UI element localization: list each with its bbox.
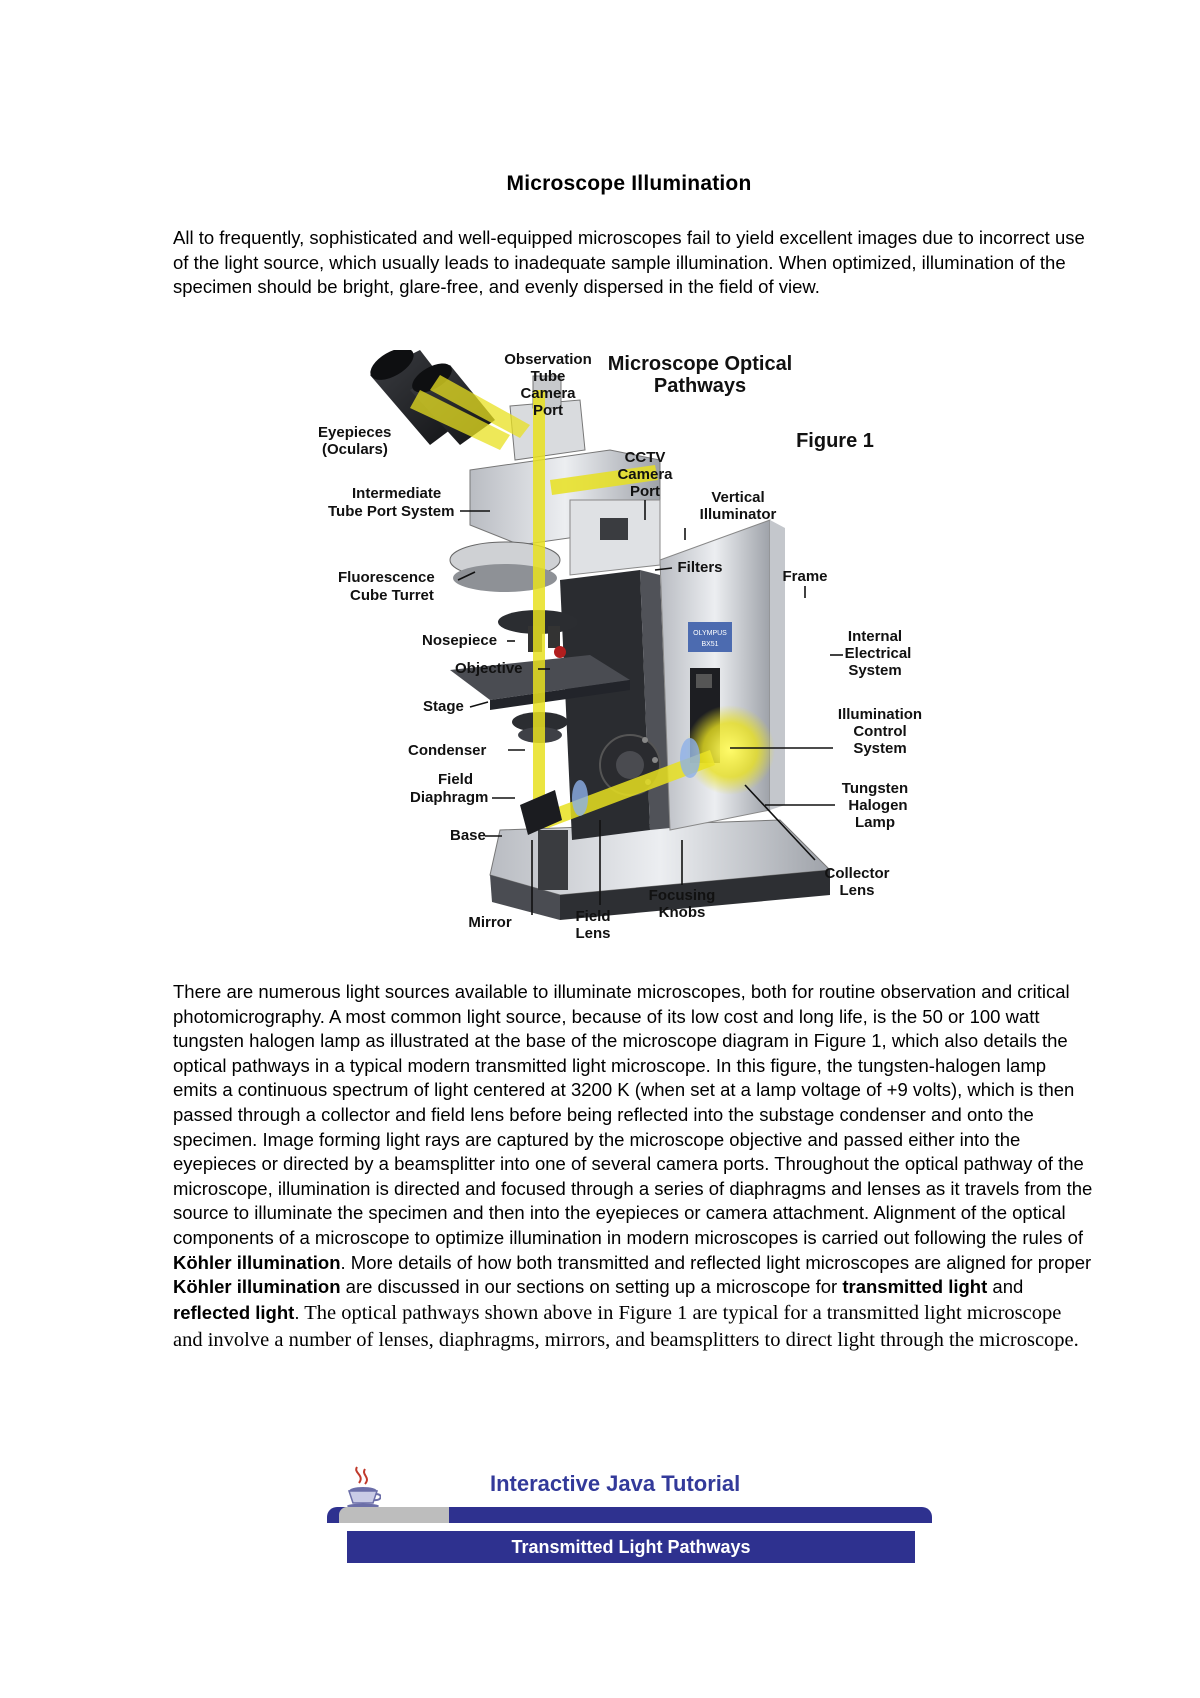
body-bold-transmitted: transmitted light [842,1276,988,1298]
body-bold-reflected: reflected light [173,1301,295,1323]
label-eyepieces-1: Eyepieces [318,424,392,441]
java-tutorial-banner[interactable] [325,1465,935,1575]
tutorial-bar-grey [339,1507,449,1523]
figure-number: Figure 1 [796,430,874,452]
tutorial-bar-gap [327,1523,932,1531]
label-field-lens-1: Field [575,908,611,925]
microscope-diagram [310,350,950,955]
body-bold-kohler-2: Köhler illumination [173,1276,341,1298]
label-illumination-3: System [853,740,907,757]
figure-title-line1: Microscope Optical [607,353,793,375]
label-base: Base [450,827,486,844]
label-field-diaphragm-2: Diaphragm [410,789,489,806]
label-vertical-1: Vertical [711,489,765,506]
label-observation-2: Tube [530,368,566,385]
label-cctv-1: CCTV [624,449,666,466]
body-text-2: . More details of how both transmitted and reflected light microscopes are aligned for proper [340,1251,1092,1273]
body-bold-kohler-1: Köhler illumination [173,1251,341,1273]
label-observation-3: Camera [520,385,576,402]
label-illumination-1: Illumination [837,706,923,723]
body-serif-tail: The optical pathways shown above in Figure 1 are typical for a transmitted light microscope and involve a number of lenses, diaphragms, mirrors, and beamsplitters to direct light through the microscope. [173,1301,1079,1352]
collector-lens-shape [680,738,700,778]
label-condenser: Condenser [408,742,487,759]
page-title: Microscope Illumination [506,172,752,195]
intro-paragraph: All to frequently, sophisticated and well-equipped microscopes fail to yield excellent images due to incorrect use of the light source, which usually leads to inadequate sample illumination. When optimized, illumination of the specimen should be bright, glare-free, and evenly dispersed in the field of view. [173,227,1085,298]
tutorial-title[interactable]: Interactive Java Tutorial [490,1471,741,1496]
transmitted-light-pathways-button[interactable]: Transmitted Light Pathways [347,1531,915,1563]
label-internal-2: Electrical [844,645,912,662]
label-focusing-1: Focusing [648,887,716,904]
label-collector-1: Collector [824,865,890,882]
label-cctv-3: Port [630,483,660,500]
microscope-figure [310,350,950,955]
label-stage: Stage [423,698,464,715]
label-tungsten-1: Tungsten [841,780,909,797]
label-intermediate-1: Intermediate [352,485,442,502]
label-vertical-2: Illuminator [699,506,777,523]
label-objective: Objective [455,660,523,677]
label-tungsten-2: Halogen [848,797,908,814]
body-paragraph [173,980,1093,1355]
body-text-5: . [294,1301,300,1323]
brand-text: OLYMPUS [693,630,727,637]
body-text-3: are discussed in our sections on setting up a microscope for [340,1276,843,1298]
label-internal-1: Internal [847,628,903,645]
label-intermediate-2: Tube Port System [328,503,455,520]
label-fluorescence-1: Fluorescence [338,569,435,586]
label-eyepieces-2: (Oculars) [322,441,388,458]
label-fluorescence-2: Cube Turret [350,587,434,604]
label-mirror: Mirror [468,914,512,931]
label-internal-3: System [848,662,902,679]
label-observation-4: Port [533,402,563,419]
body-text-4: and [987,1276,1024,1298]
label-illumination-2: Control [853,723,907,740]
label-collector-2: Lens [839,882,875,899]
model-text: BX51 [701,641,719,648]
label-nosepiece: Nosepiece [422,632,498,649]
figure-title-line2: Pathways [653,375,747,397]
label-tungsten-3: Lamp [854,814,896,831]
label-filters: Filters [677,559,723,576]
label-field-diaphragm-1: Field [438,771,474,788]
body-text-1: There are numerous light sources available to illuminate microscopes, both for routine observation and critical photomicrography. A most common light source, because of its low cost and long life, is the 50 or 100 watt tungsten halogen lamp as illustrated at the base of the microscope diagram in Figure 1, which also details the optical pathways in a typical modern transmitted light microscope. In this figure, the tungsten-halogen lamp emits a continuous spectrum of light centered at 3200 K (when set at a lamp voltage of +9 volts), which is then passed through a collector and field lens before being reflected into the substage condenser and onto the specimen. Image forming light rays are captured by the microscope objective and passed either into the eyepieces or directed by a beamsplitter into one of several camera ports. Throughout the optical pathway of the microscope, illumination is directed and focused through a series of diaphragms and lenses as it travels from the source to illuminate the specimen and then into the eyepieces or camera attachment. Alignment of the optical components of a microscope to optimize illumination in modern microscopes is carried out following the rules of [173,981,1093,1248]
label-observation-1: Observation [504,351,592,368]
label-cctv-2: Camera [617,466,673,483]
java-cup-icon [345,1465,381,1509]
label-focusing-2: Knobs [658,904,706,921]
label-frame: Frame [782,568,828,585]
label-field-lens-2: Lens [575,925,611,942]
